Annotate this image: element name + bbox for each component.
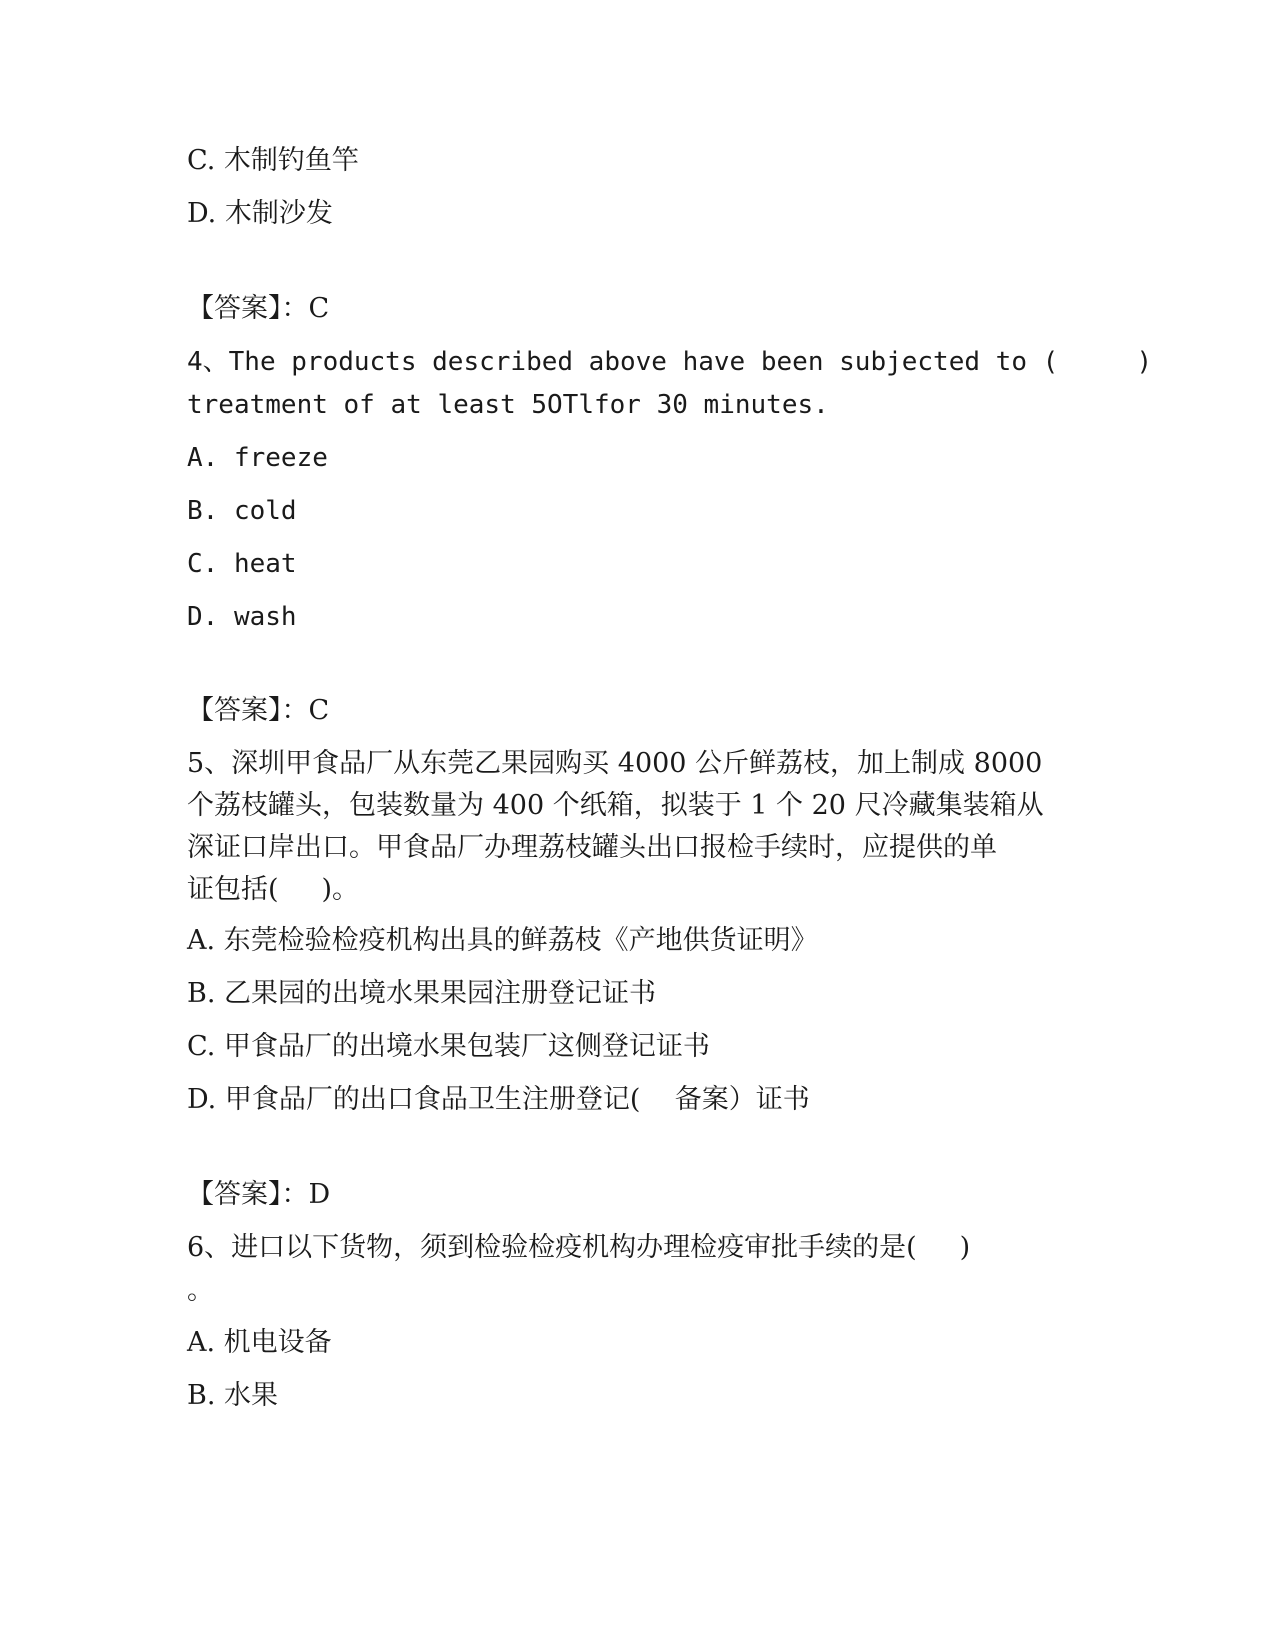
q5-stem-line4: 证包括( )。 bbox=[187, 874, 359, 905]
q4-stem-line1: 4、The products described above have been subjected to ( ) bbox=[187, 347, 1153, 377]
q5-stem-line3: 深证口岸出口。甲食品厂办理荔枝罐头出口报检手续时，应提供的单 bbox=[187, 832, 997, 863]
q3-answer: 【答案】：C bbox=[187, 293, 330, 324]
q5-option-a: A. 东莞检验检疫机构出具的鲜荔枝《产地供货证明》 bbox=[187, 925, 818, 956]
q5-option-b: B. 乙果园的出境水果果园注册登记证书 bbox=[187, 978, 657, 1009]
q5-option-d: D. 甲食品厂的出口食品卫生注册登记( 备案）证书 bbox=[187, 1084, 810, 1115]
q6-option-b: B. 水果 bbox=[187, 1380, 279, 1411]
q5-stem-line2: 个荔枝罐头，包装数量为 400 个纸箱，拟装于 1 个 20 尺冷藏集装箱从 bbox=[187, 790, 1044, 821]
q6-stem-line2: 。 bbox=[187, 1275, 214, 1306]
q5-option-c: C. 甲食品厂的出境水果包装厂这侧登记证书 bbox=[187, 1031, 710, 1062]
q4-option-c: C. heat bbox=[187, 549, 297, 579]
q4-stem-line2: treatment of at least 5OTlfor 30 minutes. bbox=[187, 390, 829, 420]
q4-option-b: B. cold bbox=[187, 496, 297, 526]
q3-option-c: C. 木制钓鱼竿 bbox=[187, 145, 359, 176]
q4-answer: 【答案】：C bbox=[187, 695, 330, 726]
q6-option-a: A. 机电设备 bbox=[187, 1327, 332, 1358]
q5-stem-line1: 5、深圳甲食品厂从东莞乙果园购买 4000 公斤鲜荔枝，加上制成 8000 bbox=[187, 748, 1043, 779]
q4-option-a: A. freeze bbox=[187, 443, 328, 473]
q6-stem-line1: 6、进口以下货物，须到检验检疫机构办理检疫审批手续的是( ) bbox=[187, 1232, 971, 1263]
q3-option-d: D. 木制沙发 bbox=[187, 198, 333, 229]
q4-option-d: D. wash bbox=[187, 602, 297, 632]
q5-answer: 【答案】：D bbox=[187, 1179, 331, 1210]
